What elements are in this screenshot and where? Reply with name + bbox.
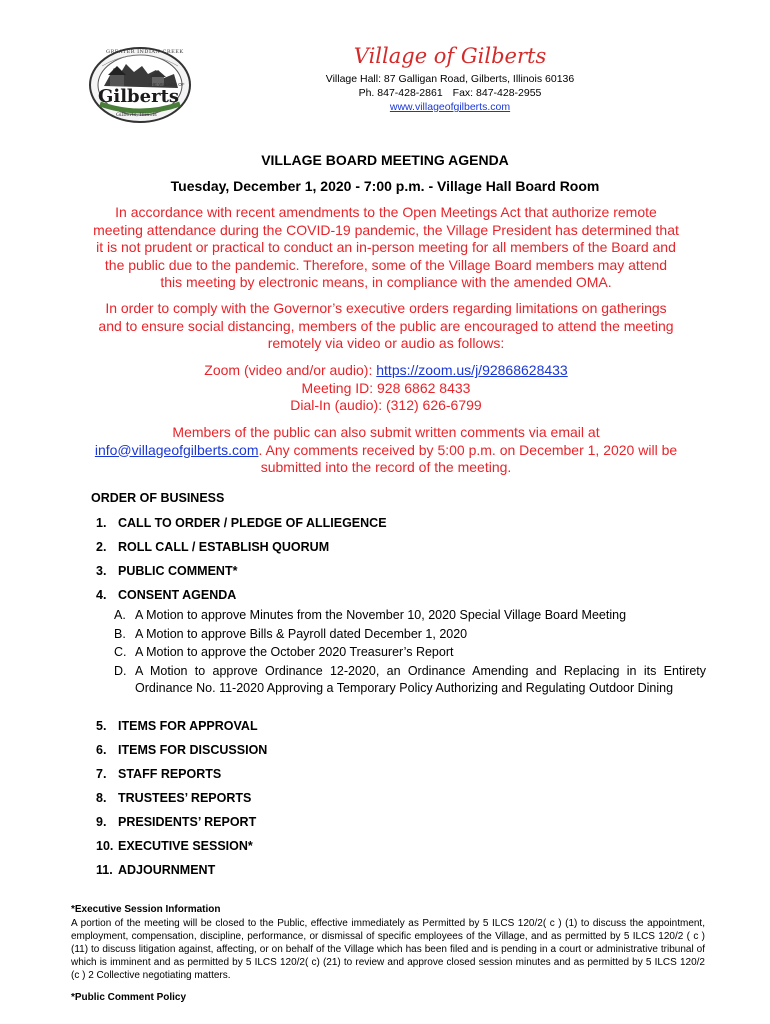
agenda-title: VILLAGE BOARD MEETING AGENDA	[261, 152, 509, 168]
comments-line-rest: . Any comments received by 5:00 p.m. on December 1, 2020 will be	[258, 441, 678, 458]
item-label: PUBLIC COMMENT*	[118, 564, 238, 578]
item-label: ITEMS FOR DISCUSSION	[118, 743, 268, 757]
notice-line: remotely via video or audio as follows:	[267, 335, 505, 351]
consent-letter: A.	[114, 608, 126, 622]
agenda-item	[96, 743, 267, 757]
notice-line: and to ensure social distancing, members of the public are encouraged to attend the meeting	[98, 317, 674, 334]
consent-text: A Motion to approve the October 2020 Treasurer’s Report	[135, 645, 454, 659]
village-address: Village Hall: 87 Galligan Road, Gilberts, Illinois 60136	[325, 73, 575, 85]
item-number: 2.	[96, 540, 107, 554]
agenda-item	[96, 564, 237, 578]
item-label: TRUSTEES’ REPORTS	[118, 791, 252, 805]
item-label: ITEMS FOR APPROVAL	[118, 719, 258, 733]
agenda-item	[96, 767, 221, 781]
consent-item	[114, 663, 706, 697]
zoom-info	[66, 362, 706, 415]
executive-session-title: *Executive Session Information	[71, 904, 221, 915]
item-number: 3.	[96, 564, 107, 578]
agenda-item	[96, 588, 236, 602]
item-number: 11.	[96, 863, 113, 877]
notice-line: meeting attendance during the COVID-19 pandemic, the Village President has determined that	[93, 221, 679, 238]
village-title: Village of Gilberts	[353, 44, 547, 68]
logo-ring-text-top: GREATER INDIAN CREEK	[106, 49, 184, 55]
meeting-line: Tuesday, December 1, 2020 - 7:00 p.m. - Village Hall Board Room	[170, 178, 600, 194]
item-number: 7.	[96, 767, 107, 781]
item-number: 9.	[96, 815, 107, 829]
notice-line: In order to comply with the Governor’s executive orders regarding limitations on gatherings	[105, 300, 667, 316]
agenda-item	[96, 791, 251, 805]
item-label: PRESIDENTS’ REPORT	[118, 815, 257, 829]
agenda-item	[96, 516, 387, 530]
consent-text: A Motion to approve Ordinance 12-2020, an Ordinance Amending and Replacing in its Entirety Ordinance No. 11-2020 Approving a Temporary Policy Authorizing and Regulating Outdoor Dining	[135, 664, 706, 695]
dial-in: Dial-In (audio): (312) 626-6799	[290, 397, 482, 413]
written-comments-notice	[66, 424, 706, 477]
item-number: 6.	[96, 743, 107, 757]
consent-item	[114, 644, 706, 661]
website-link[interactable]: www.villageofgilberts.com	[389, 101, 511, 113]
agenda-item	[96, 815, 256, 829]
zoom-link[interactable]: https://zoom.us/j/92868628433	[376, 362, 568, 378]
website-line	[300, 100, 600, 114]
item-number: 4.	[96, 588, 107, 602]
contact-line	[300, 86, 600, 100]
consent-item	[114, 626, 706, 643]
consent-text: A Motion to approve Bills & Payroll dated December 1, 2020	[135, 627, 468, 641]
consent-letter: C.	[114, 645, 127, 659]
remote-meeting-notice	[66, 204, 706, 292]
agenda-item	[96, 863, 215, 877]
fax-number: Fax: 847-428-2955	[452, 87, 542, 99]
item-label: CONSENT AGENDA	[118, 588, 237, 602]
item-number: 1.	[96, 516, 107, 530]
consent-text: A Motion to approve Minutes from the November 10, 2020 Special Village Board Meeting	[135, 608, 627, 622]
email-link[interactable]: info@villageofgilberts.com	[94, 441, 259, 458]
meeting-id: Meeting ID: 928 6862 8433	[301, 379, 471, 396]
order-heading: ORDER OF BUSINESS	[91, 491, 225, 505]
comments-line	[66, 442, 706, 460]
zoom-line	[66, 362, 706, 380]
item-label: CALL TO ORDER / PLEDGE OF ALLIEGENCE	[118, 516, 387, 530]
item-label: EXECUTIVE SESSION*	[118, 839, 253, 853]
agenda-item	[96, 540, 329, 554]
public-comment-policy-title: *Public Comment Policy	[71, 992, 187, 1003]
agenda-item	[96, 719, 258, 733]
notice-line: it is not prudent or practical to conduct an in-person meeting for all members of the Board and	[96, 239, 676, 255]
notice-line: the public due to the pandemic. Therefore, some of the Village Board members may attend	[104, 256, 668, 273]
consent-item	[114, 607, 706, 624]
consent-letter: B.	[114, 627, 126, 641]
phone-number: Ph. 847-428-2861	[358, 87, 443, 99]
zoom-label: Zoom (video and/or audio):	[204, 362, 377, 378]
item-label: ADJOURNMENT	[118, 863, 216, 877]
agenda-item	[96, 839, 253, 853]
item-number: 10.	[96, 839, 114, 853]
item-label: ROLL CALL / ESTABLISH QUORUM	[118, 540, 330, 554]
comments-line: Members of the public can also submit written comments via email at	[172, 424, 600, 440]
logo-name: Gilberts	[98, 86, 180, 107]
comments-line: submitted into the record of the meeting.	[260, 459, 512, 475]
consent-letter: D.	[114, 664, 127, 678]
logo-name-small: THE VILLAGE OF	[148, 82, 185, 87]
item-label: STAFF REPORTS	[118, 767, 222, 781]
village-logo	[88, 46, 192, 124]
item-number: 8.	[96, 791, 107, 805]
social-distancing-notice	[66, 300, 706, 353]
executive-session-body: A portion of the meeting will be closed to the Public, effective immediately as Permitted by 5 ILCS 120/2( c ) (1) to discuss the appointment, employment, compensation, discipline, performance, or dismissal of specific employees of the Village, and as permitted by 5 ILCS 120/2 ( c ) (11) to discuss litigation against, affecting, or on behalf of the Village which has been filed and is pending in a court or administrative tribunal of which is imminent and as permitted by 5 ILCS 120/2( c) (21) to review and approve closed session minutes and as permitted by 5 ILCS 120/2 (c ) 2 Collective negotiating matters.	[71, 918, 705, 981]
notice-line: In accordance with recent amendments to the Open Meetings Act that authorize remote	[115, 204, 657, 220]
item-number: 5.	[96, 719, 107, 733]
notice-line: this meeting by electronic means, in compliance with the amended OMA.	[160, 274, 612, 290]
logo-ring-text-bottom: Gilberts, Illinois	[116, 112, 157, 118]
